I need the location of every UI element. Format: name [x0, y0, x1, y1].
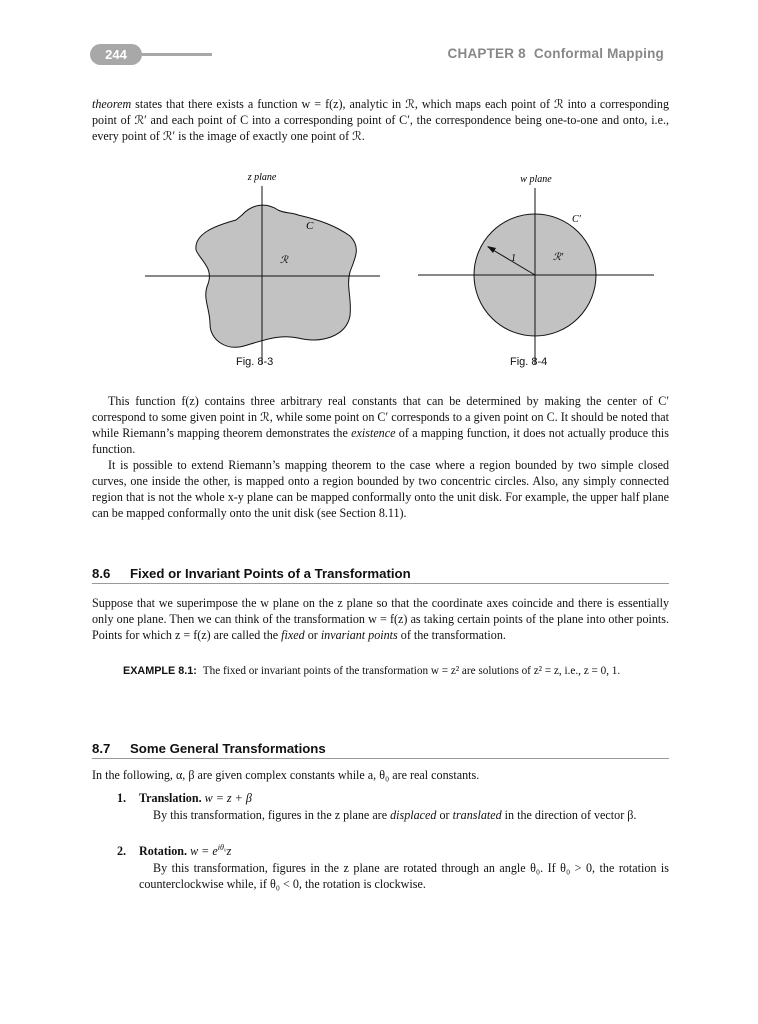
- paragraph-extension: [92, 457, 669, 521]
- item-formula: [190, 844, 231, 858]
- intro-lead: theorem: [92, 97, 132, 111]
- s86-emphasis-invariant: invariant points: [320, 628, 398, 642]
- desc-text: By this transformation, figures in the z plane are rotated through an angle θ₀. If θ₀ > 0, the rotation is counterclockwise while, if θ₀ < 0, the rotation is clockwise.: [139, 861, 669, 891]
- figure-8-3: [140, 168, 385, 368]
- item-title: Rotation.: [139, 844, 188, 859]
- formula-tail: z: [226, 844, 232, 859]
- intro-paragraph: [92, 96, 669, 144]
- item-number: 2.: [117, 844, 127, 859]
- radius-label: 1: [511, 253, 516, 264]
- s86-text-b: of the transformation.: [397, 628, 506, 642]
- item-title: Translation.: [139, 791, 202, 805]
- s86-text-a: Suppose that we superimpose the w plane on the z plane so that the coordinate axes coincide and there is essentially only one plane. Then we can think of the transformation w = f(z) as taking certain points of the plane into other points. Points for which z = f(z) are called the: [92, 596, 669, 642]
- desc-emphasis-displaced: displaced: [390, 808, 437, 822]
- intro-text: states that there exists a function w = f(z), analytic in ℛ, which maps each point of ℛ into a corresponding point of ℛ′ and each point of C into a corresponding point of C′, the correspondence being one-to-one and onto, i.e., every point of ℛ′ is the image of exactly one point of ℛ.: [92, 97, 669, 143]
- paragraph-function-constants: [92, 393, 669, 457]
- example-label: EXAMPLE 8.1:: [123, 665, 197, 677]
- page-number: 244: [90, 44, 142, 65]
- z-plane-label: z plane: [247, 172, 277, 183]
- section-8-6-paragraph: [92, 595, 669, 643]
- w-plane-label: w plane: [520, 174, 552, 185]
- example-8-1: [123, 665, 669, 677]
- s86-text-mid: or: [304, 628, 321, 642]
- list-item-translation: [117, 791, 252, 806]
- desc-text-mid: or: [436, 808, 453, 822]
- region-r-label: ℛ: [280, 255, 288, 266]
- running-head: [448, 46, 664, 61]
- fig-8-4-caption: Fig. 8-4: [510, 356, 548, 368]
- header-rule: [140, 53, 212, 56]
- section-title: Fixed or Invariant Points of a Transformation: [130, 566, 411, 581]
- fig-8-3-caption: Fig. 8-3: [236, 356, 274, 368]
- figure-8-4: [408, 168, 658, 368]
- s86-emphasis-fixed: fixed: [281, 628, 305, 642]
- desc-emphasis-translated: translated: [452, 808, 502, 822]
- section-number: 8.6: [92, 566, 111, 581]
- chapter-title: Conformal Mapping: [533, 46, 664, 61]
- p1-emphasis: existence: [351, 426, 396, 440]
- desc-text-a: By this transformation, figures in the z plane are: [153, 808, 391, 822]
- curve-c-label: C: [306, 220, 314, 232]
- desc-text-b: in the direction of vector β.: [501, 808, 637, 822]
- translation-description: [139, 807, 669, 823]
- item-formula: w = z + β: [204, 791, 252, 805]
- item-number: 1.: [117, 791, 127, 805]
- p2-text: It is possible to extend Riemann’s mapping theorem to the case where a region bounded by two simple closed curves, one inside the other, is mapped onto a region bounded by two concentric circles. Also, any simply connected region that is not the whole x-y plane can be mapped conformally onto the unit disk. For example, the upper half plane can be mapped conformally onto the unit disk (see Section 8.11).: [92, 458, 669, 520]
- section-title: Some General Transformations: [130, 741, 326, 756]
- p1-text-b: of a mapping function, it does not actually produce this function.: [92, 426, 669, 456]
- list-item-rotation: [117, 843, 231, 859]
- region-r-prime-label: ℛ′: [553, 252, 564, 263]
- section-8-7-intro: In the following, α, β are given complex constants while a, θ₀ are real constants.: [92, 768, 480, 782]
- curve-c-prime-label: C′: [572, 214, 581, 225]
- section-8-6-heading: [92, 566, 669, 584]
- chapter-label: CHAPTER 8: [447, 46, 526, 61]
- formula-base: w = e: [190, 844, 218, 859]
- section-number: 8.7: [92, 741, 111, 756]
- section-8-7-heading: [92, 741, 669, 759]
- formula-exponent: iθ₀: [217, 843, 227, 852]
- p1-text-a: This function f(z) contains three arbitrary real constants that can be determined by making the center of C′ correspond to some given point in ℛ, while some point on C′ corresponds to a given point on C. It should be noted that while Riemann’s mapping theorem demonstrates the: [92, 394, 669, 440]
- example-text: The fixed or invariant points of the transformation w = z² are solutions of z² = z, i.e., z = 0, 1.: [202, 665, 621, 677]
- rotation-description: [139, 860, 669, 892]
